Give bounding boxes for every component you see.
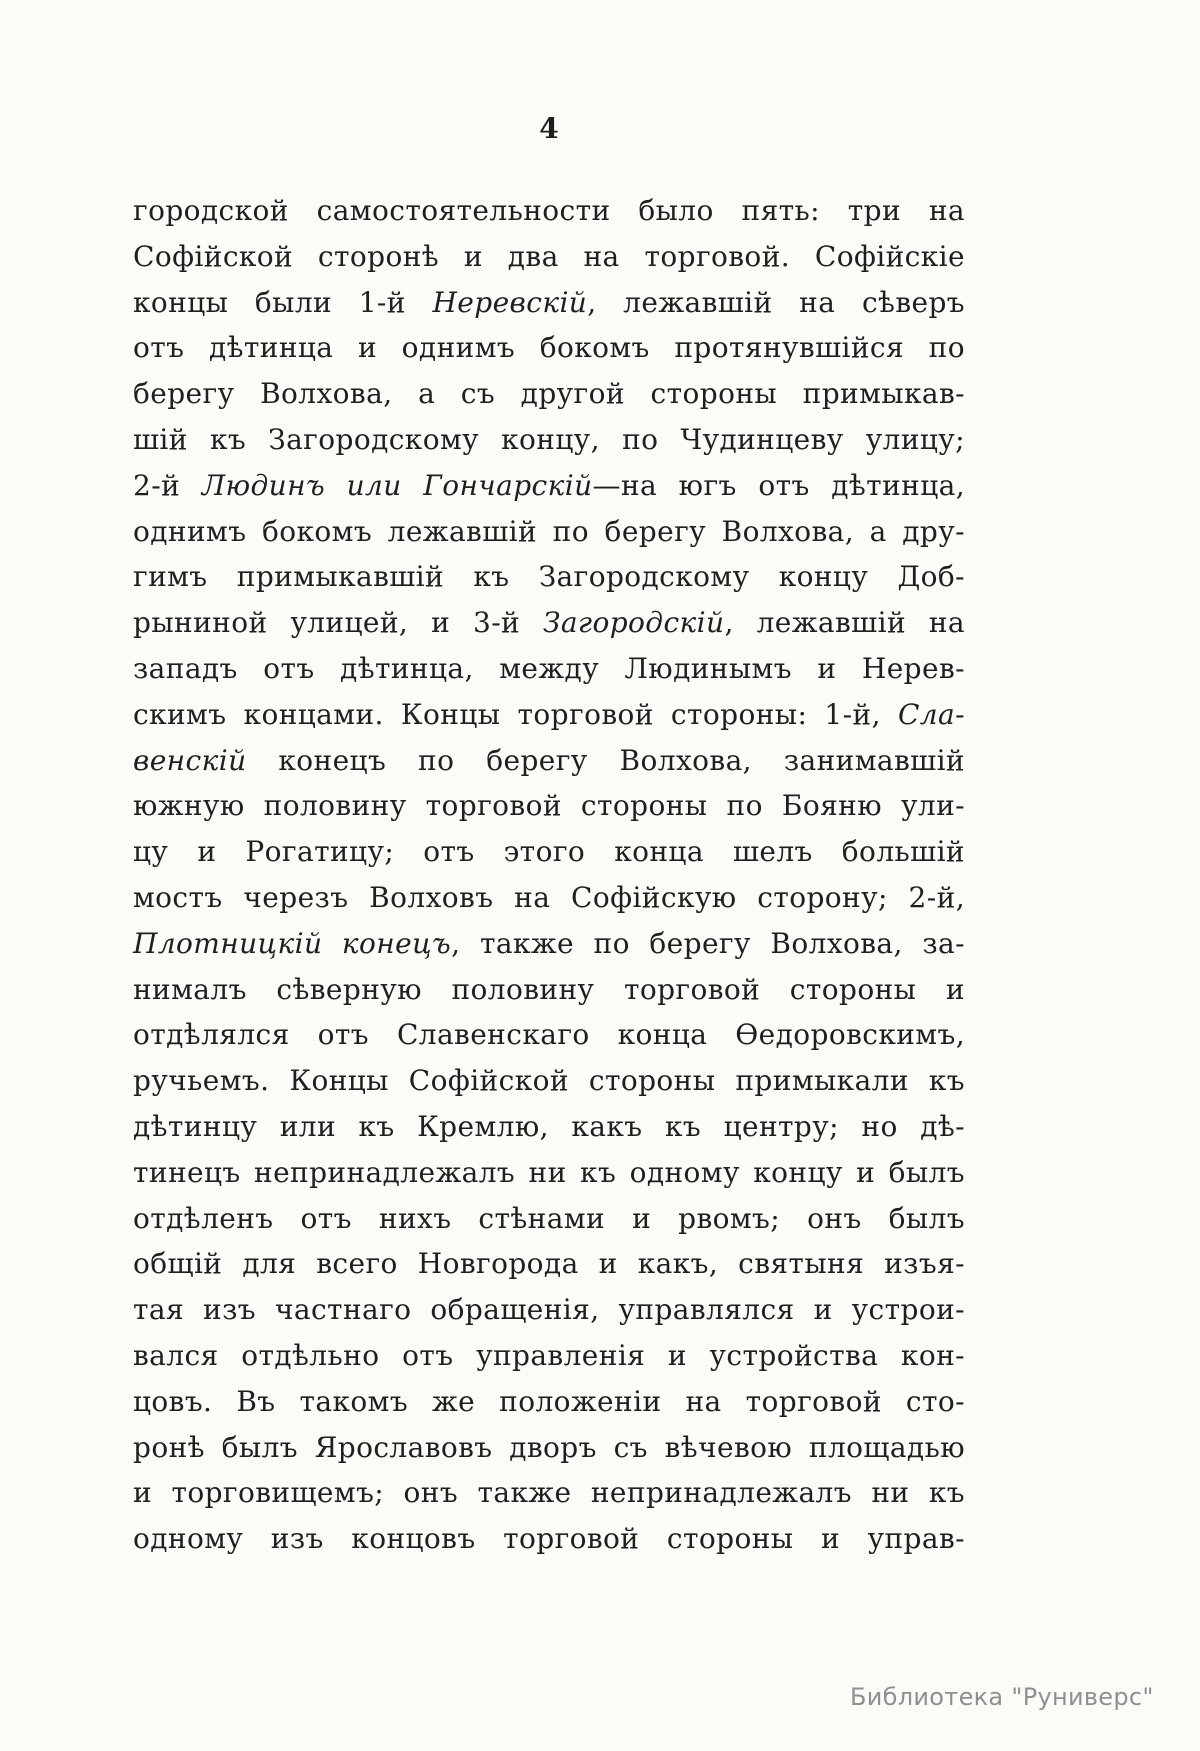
text-segment: дѣтинцу или къ Кремлю, какъ къ центру; но дѣ- — [133, 1109, 965, 1143]
italic-text-segment: Сла- — [897, 697, 965, 731]
text-block — [133, 188, 965, 1562]
text-line — [133, 417, 965, 463]
text-segment: городской самостоятельности было пять: три на — [133, 194, 965, 227]
text-segment: однимъ бокомъ лежавшій по берегу Волхова, а дру- — [133, 514, 965, 548]
text-line — [133, 1058, 965, 1104]
text-line — [133, 875, 965, 921]
text-segment: общій для всего Новгорода и какъ, святыня изъя- — [133, 1247, 965, 1281]
italic-text-segment: венскій — [133, 743, 247, 777]
text-segment: одному изъ концовъ торговой стороны и управ- — [133, 1522, 965, 1556]
text-line — [133, 783, 965, 829]
text-segment: 2-й — [133, 468, 202, 502]
text-segment: ронѣ былъ Ярославовъ дворъ съ вѣчевою площадью — [133, 1430, 965, 1464]
text-line — [133, 1470, 965, 1516]
italic-text-segment: Загородскій — [542, 606, 725, 640]
text-line — [133, 371, 965, 417]
text-line — [133, 1241, 965, 1287]
text-segment: рыниной улицей, и 3-й — [133, 606, 543, 640]
text-segment: цу и Рогатицу; отъ этого конца шелъ большій — [133, 835, 965, 869]
text-segment: , также по берегу Волхова, за- — [451, 926, 966, 960]
text-line — [133, 554, 965, 600]
text-line — [133, 280, 965, 326]
text-segment: вался отдѣльно отъ управленія и устройства кон- — [133, 1338, 965, 1372]
text-line — [133, 1104, 965, 1150]
text-segment: тая изъ частнаго обращенія, управлялся и устрои- — [133, 1293, 965, 1327]
text-segment: концы были 1-й — [133, 285, 433, 319]
text-line — [133, 1287, 965, 1333]
text-line — [133, 1150, 965, 1196]
text-segment: тинецъ непринадлежалъ ни къ одному концу и былъ — [133, 1155, 965, 1189]
text-segment: ручьемъ. Концы Софійской стороны примыкали къ — [133, 1064, 965, 1098]
text-segment: отдѣлялся отъ Славенскаго конца Ѳедоровскимъ, — [133, 1018, 965, 1052]
italic-text-segment: Неревскій — [432, 285, 588, 319]
text-line — [133, 921, 965, 967]
text-line — [133, 1196, 965, 1242]
text-segment: цовъ. Въ такомъ же положеніи на торговой сто- — [133, 1384, 965, 1418]
text-segment: и торговищемъ; онъ также непринадлежалъ ни къ — [133, 1476, 965, 1510]
text-line — [133, 463, 965, 509]
text-segment: конецъ по берегу Волхова, занимавшій — [246, 743, 965, 777]
text-line — [133, 188, 965, 234]
text-line — [133, 234, 965, 280]
text-segment: —на югъ отъ дѣтинца, — [592, 468, 965, 502]
text-line — [133, 1012, 965, 1058]
text-line — [133, 967, 965, 1013]
text-line — [133, 1379, 965, 1425]
text-line — [133, 600, 965, 646]
text-segment: мостъ черезъ Волховъ на Софійскую сторону; 2-й, — [133, 880, 965, 914]
text-segment: берегу Волхова, а съ другой стороны примыкав- — [133, 377, 965, 411]
italic-text-segment: Плотницкій конецъ — [133, 926, 452, 960]
text-segment: скимъ концами. Концы торговой стороны: 1-й, — [133, 697, 898, 731]
text-line — [133, 1516, 965, 1562]
text-segment: гимъ примыкавшій къ Загородскому концу Доб- — [133, 560, 965, 594]
text-line — [133, 829, 965, 875]
text-segment: южную половину торговой стороны по Бояню ули- — [133, 789, 965, 823]
text-segment: , лежавшій на — [724, 606, 966, 640]
text-segment: отъ дѣтинца и однимъ бокомъ протянувшійся по — [133, 331, 965, 365]
text-segment: , лежавшій на сѣверъ — [587, 285, 965, 319]
library-watermark: Библиотека "Руниверс" — [850, 1683, 1154, 1711]
text-line — [133, 738, 965, 784]
text-segment: западъ отъ дѣтинца, между Людинымъ и Нерев- — [133, 651, 965, 685]
text-line — [133, 692, 965, 738]
text-line — [133, 1333, 965, 1379]
italic-text-segment: Людинъ или Гончарскій — [201, 468, 593, 502]
text-segment: нималъ сѣверную половину торговой стороны и — [133, 972, 965, 1006]
text-line — [133, 509, 965, 555]
text-segment: отдѣленъ отъ нихъ стѣнами и рвомъ; онъ былъ — [133, 1201, 965, 1235]
text-line — [133, 325, 965, 371]
text-segment: шій къ Загородскому концу, по Чудинцеву улицу; — [133, 422, 965, 456]
text-segment: Софійской сторонѣ и два на торговой. Софійскіе — [133, 239, 965, 273]
text-line — [133, 1425, 965, 1471]
text-line — [133, 646, 965, 692]
page-number: 4 — [539, 112, 559, 145]
